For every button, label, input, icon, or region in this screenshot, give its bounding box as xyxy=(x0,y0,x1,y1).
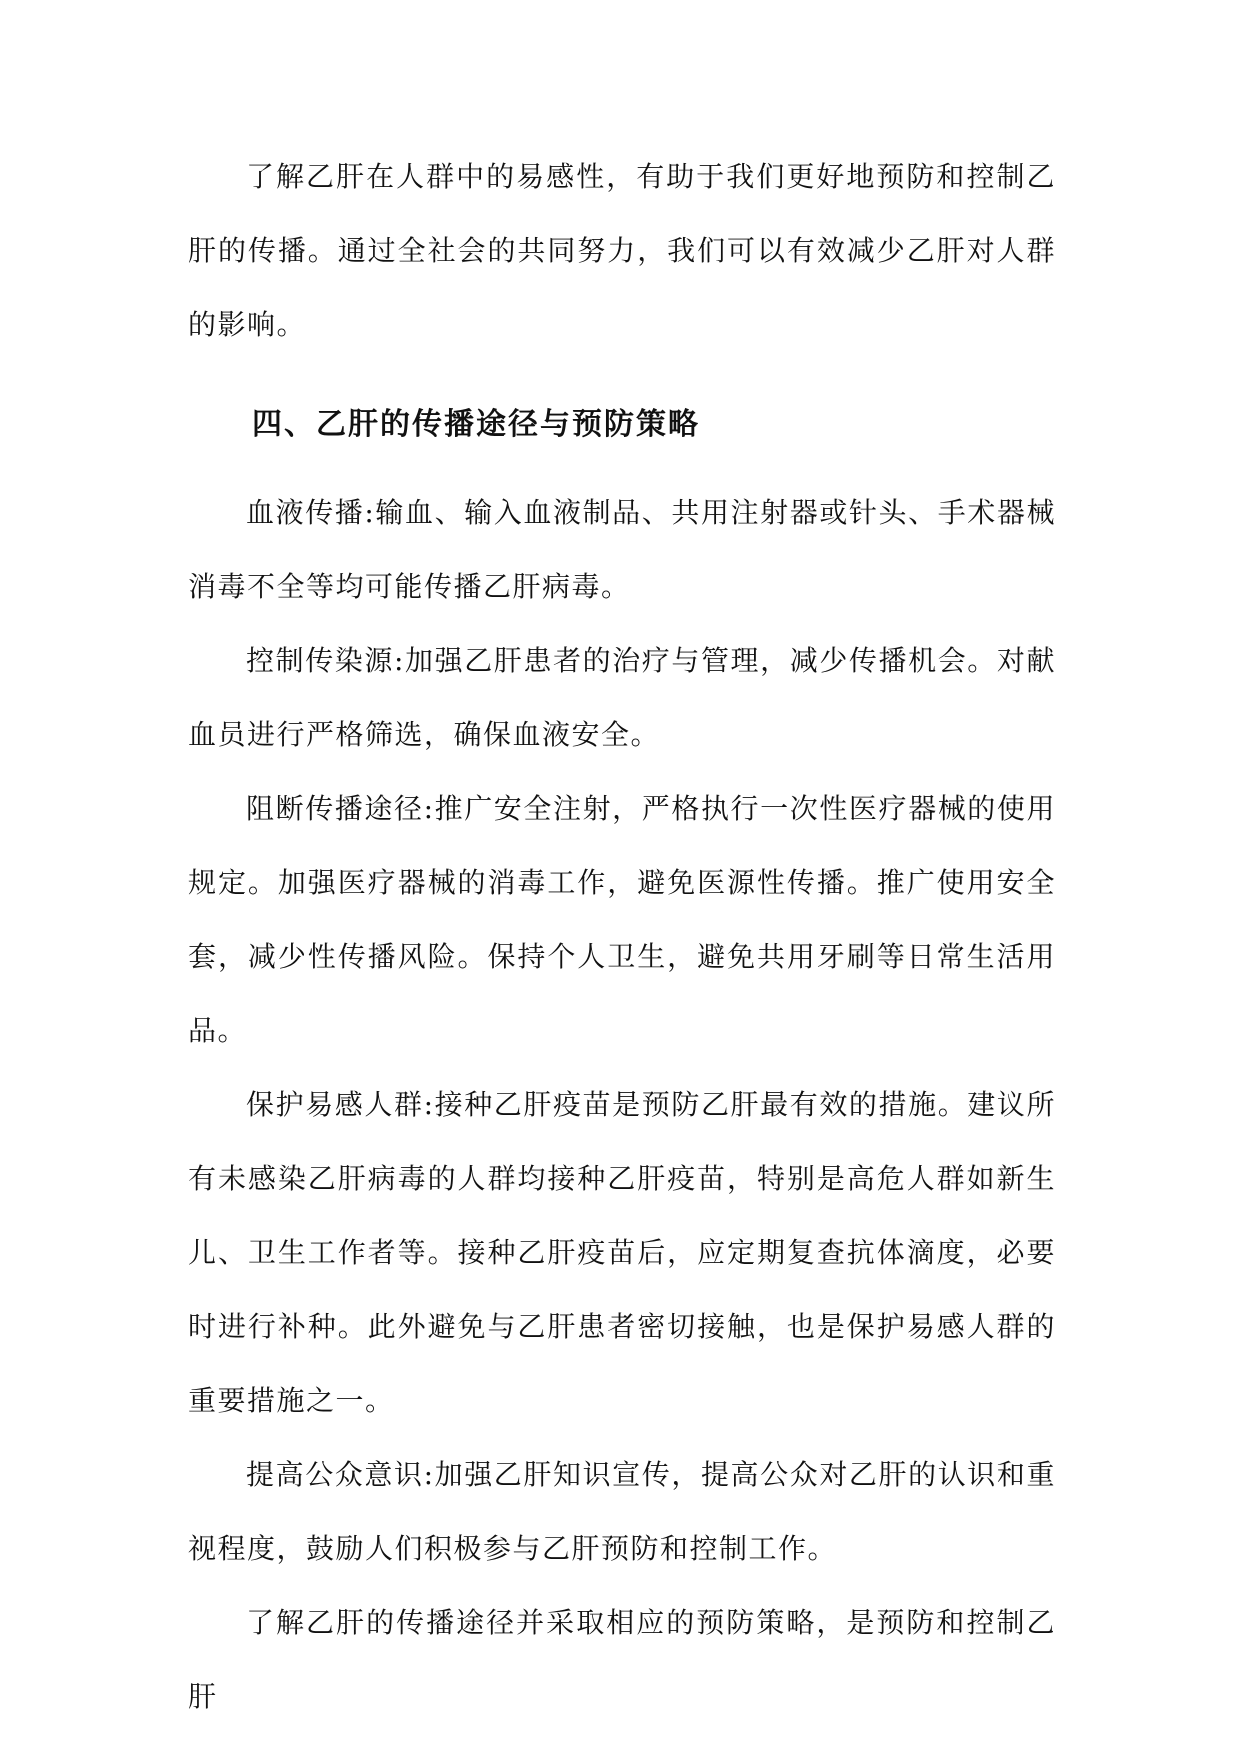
paragraph-text: 加强乙肝知识宣传，提高公众对乙肝的认识和重视程度，鼓励人们积极参与乙肝预防和控制工作。 xyxy=(188,1458,1056,1565)
paragraph-text: 接种乙肝疫苗是预防乙肝最有效的措施。建议所有未感染乙肝病毒的人群均接种乙肝疫苗，特别是高危人群如新生儿、卫生工作者等。接种乙肝疫苗后，应定期复查抗体滴度，必要时进行补种。此外避免与乙肝患者密切接触，也是保护易感人群的重要措施之一。 xyxy=(188,1088,1056,1417)
paragraph-protect-susceptible xyxy=(188,1068,1056,1438)
paragraph-public-awareness xyxy=(188,1438,1056,1586)
document-body xyxy=(188,140,1056,1734)
paragraph-label: 控制传染源: xyxy=(246,644,405,677)
paragraph-label: 阻断传播途径: xyxy=(246,792,435,825)
paragraph-text: 加强乙肝患者的治疗与管理，减少传播机会。对献血员进行严格筛选，确保血液安全。 xyxy=(188,644,1056,751)
paragraph-block-transmission xyxy=(188,772,1056,1068)
paragraph-label: 提高公众意识: xyxy=(246,1458,435,1491)
intro-paragraph: 了解乙肝在人群中的易感性，有助于我们更好地预防和控制乙肝的传播。通过全社会的共同努力，我们可以有效减少乙肝对人群的影响。 xyxy=(188,160,1056,341)
closing-paragraph: 了解乙肝的传播途径并采取相应的预防策略，是预防和控制乙肝 xyxy=(188,1606,1056,1713)
paragraph-text: 输血、输入血液制品、共用注射器或针头、手术器械消毒不全等均可能传播乙肝病毒。 xyxy=(188,496,1056,603)
paragraph-label: 保护易感人群: xyxy=(246,1088,435,1121)
paragraph-text: 推广安全注射，严格执行一次性医疗器械的使用规定。加强医疗器械的消毒工作，避免医源性传播。推广使用安全套，减少性传播风险。保持个人卫生，避免共用牙刷等日常生活用品。 xyxy=(188,792,1056,1047)
paragraph-label: 血液传播: xyxy=(246,496,376,529)
paragraph-blood-transmission xyxy=(188,476,1056,624)
section-heading: 四、乙肝的传播途径与预防策略 xyxy=(252,407,700,442)
paragraph-control-source xyxy=(188,624,1056,772)
